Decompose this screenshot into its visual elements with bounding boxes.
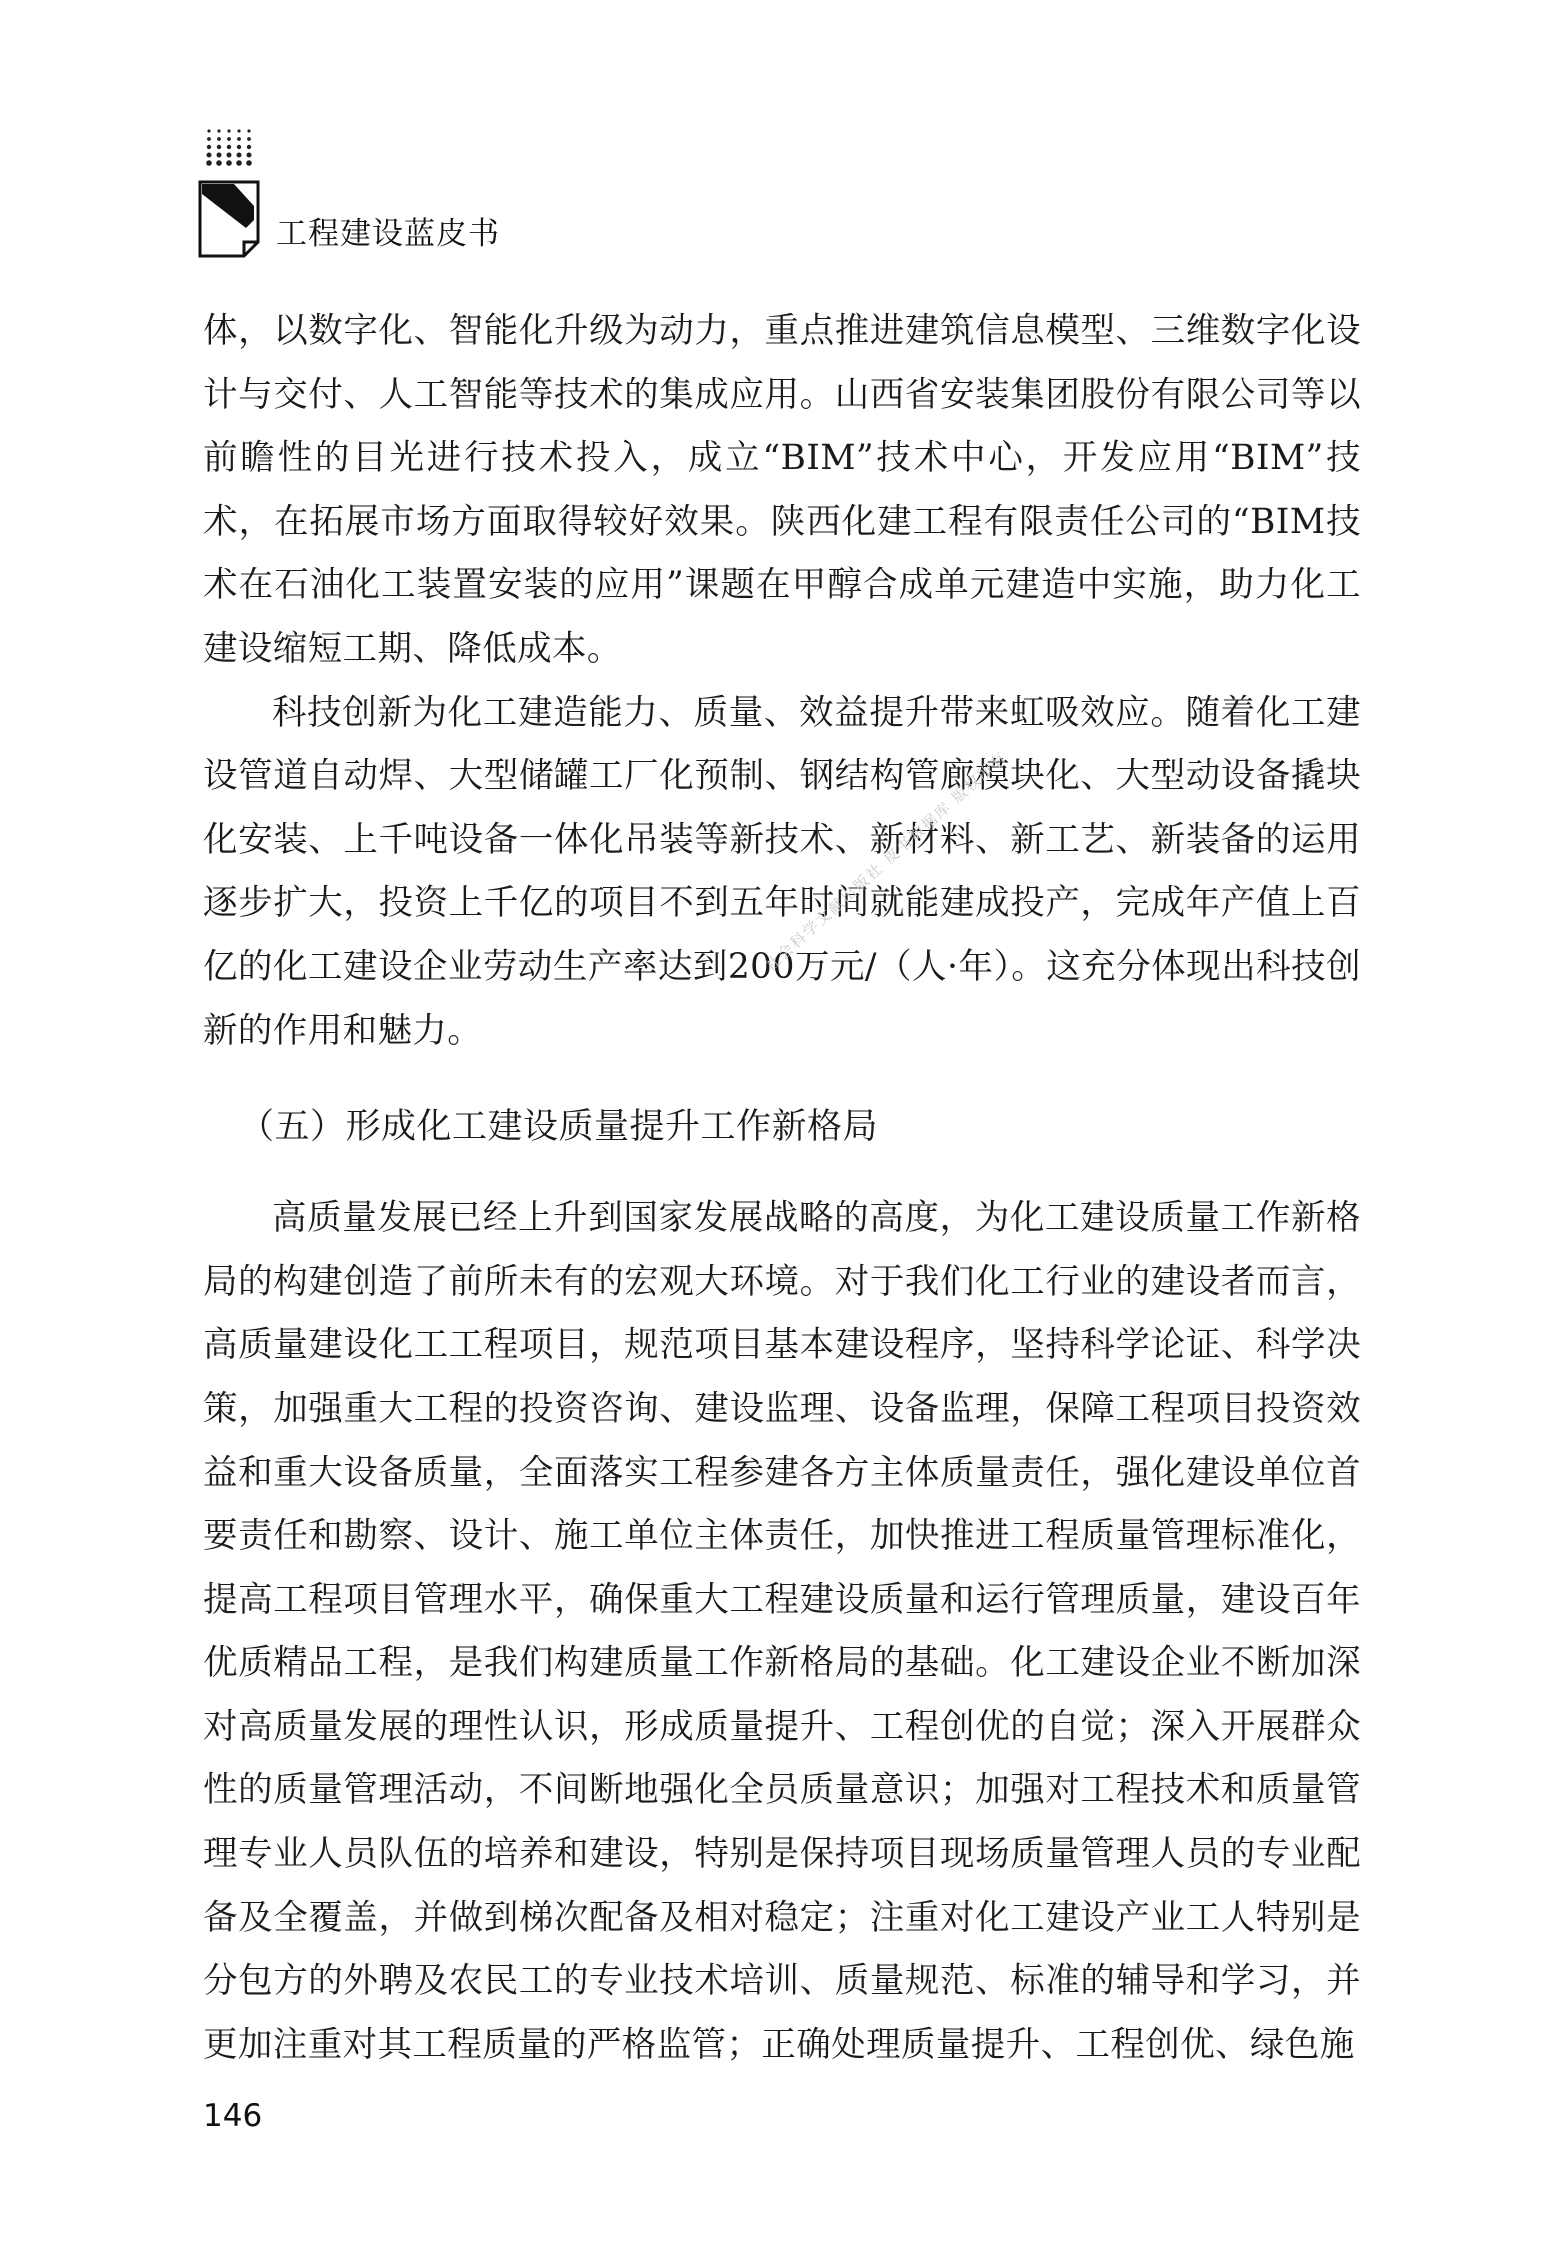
book-corner-logo-icon bbox=[198, 180, 260, 258]
paragraph-quality-framework: 高质量发展已经上升到国家发展战略的高度，为化工建设质量工作新格局的构建创造了前所未有的宏观大环境。对于我们化工行业的建设者而言，高质量建设化工工程项目，规范项目基本建设程序，坚持科学论证、科学决策，加强重大工程的投资咨询、建设监理、设备监理，保障工程项目投资效益和重大设备质量，全面落实工程参建各方主体质量责任，强化建设单位首要责任和勘察、设计、施工单位主体责任，加快推进工程质量管理标准化，提高工程项目管理水平，确保重大工程建设质量和运行管理质量，建设百年优质精品工程，是我们构建质量工作新格局的基础。化工建设企业不断加深对高质量发展的理性认识，形成质量提升、工程创优的自觉；深入开展群众性的质量管理活动，不间断地强化全员质量意识；加强对工程技术和质量管理专业人员队伍的培养和建设，特别是保持项目现场质量管理人员的专业配备及全覆盖，并做到梯次配备及相对稳定；注重对化工建设产业工人特别是分包方的外聘及农民工的专业技术培训、质量规范、标准的辅导和学习，并更加注重对其工程质量的严格监管；正确处理质量提升、工程创优、绿色施 bbox=[203, 1198, 1361, 2065]
page-body bbox=[203, 300, 1361, 2077]
page-number: 146 bbox=[203, 2098, 263, 2134]
dot-grid-ornament-icon bbox=[206, 128, 256, 168]
series-title: 工程建设蓝皮书 bbox=[276, 216, 500, 252]
page-header bbox=[198, 128, 558, 268]
watermark: 社会科学文献出版社 皮书数据库 版权所有 bbox=[761, 747, 1011, 975]
paragraph-tech-innovation: 科技创新为化工建造能力、质量、效益提升带来虹吸效应。随着化工建设管道自动焊、大型储罐工厂化预制、钢结构管廊模块化、大型动设备撬块化安装、上千吨设备一体化吊装等新技术、新材料、新工艺、新装备的运用逐步扩大，投资上千亿的项目不到五年时间就能建成投产，完成年产值上百亿的化工建设企业劳动生产率达到200万元/（人·年）。这充分体现出科技创新的作用和魅力。 bbox=[203, 692, 1361, 1051]
section-heading: （五）形成化工建设质量提升工作新格局 bbox=[239, 1107, 879, 1148]
paragraph-bim-technology: 体，以数字化、智能化升级为动力，重点推进建筑信息模型、三维数字化设计与交付、人工智能等技术的集成应用。山西省安装集团股份有限公司等以前瞻性的目光进行技术投入，成立“BIM”技术中心，开发应用“BIM”技术，在拓展市场方面取得较好效果。陕西化建工程有限责任公司的“BIM技术在石油化工装置安装的应用”课题在甲醇合成单元建造中实施，助力化工建设缩短工期、降低成本。 bbox=[203, 311, 1361, 669]
